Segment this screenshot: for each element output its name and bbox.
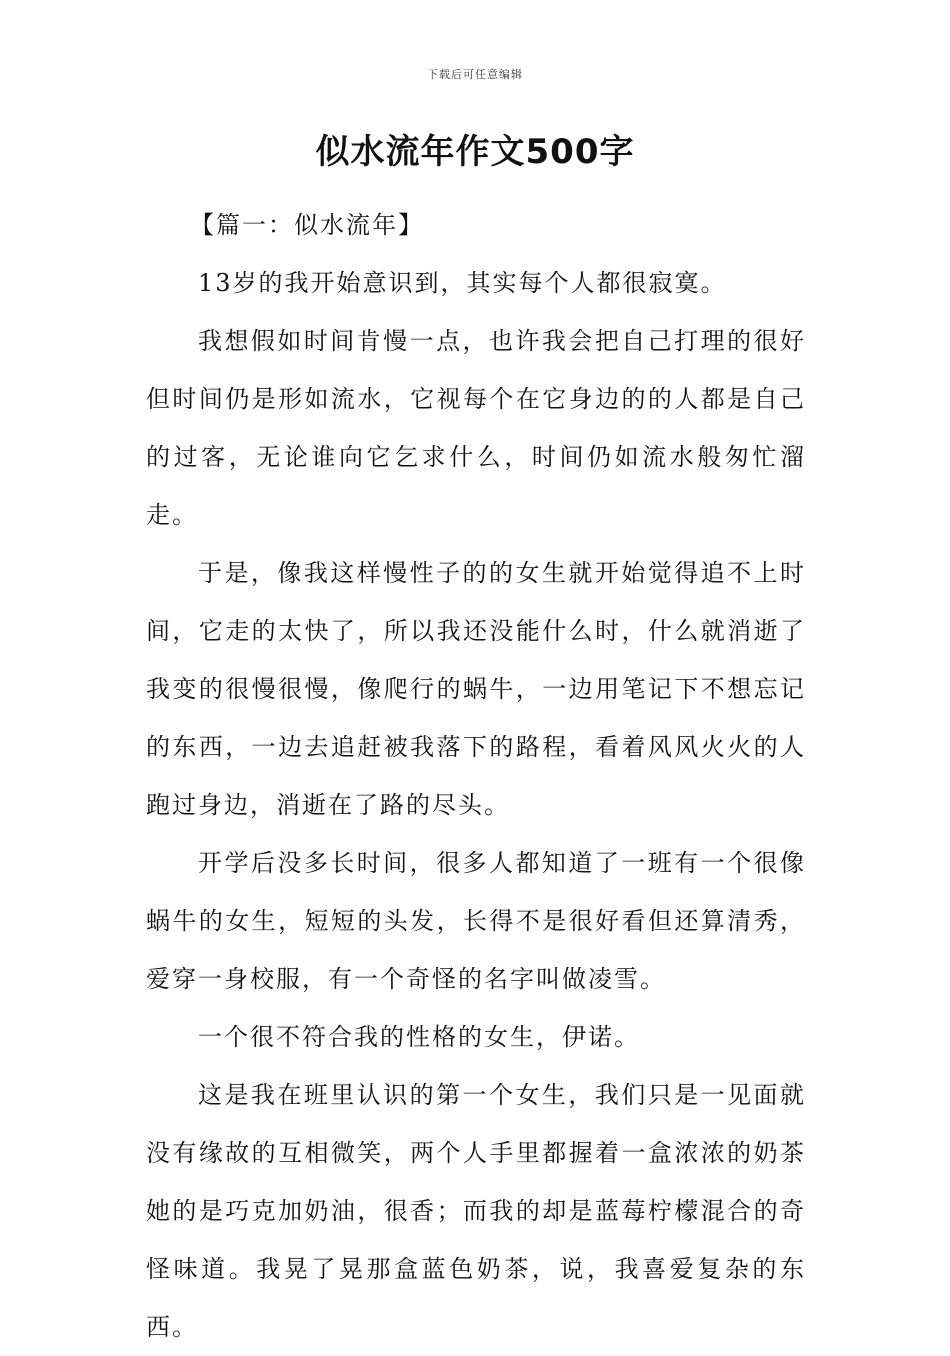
paragraph-4: 开学后没多长时间，很多人都知道了一班有一个很像蜗牛的女生，短短的头发，长得不是很好看但还算清秀，爱穿一身校服，有一个奇怪的名字叫做凌雪。 (146, 849, 806, 993)
page-title: 似水流年作文500字 (315, 132, 635, 172)
paragraph-5: 一个很不符合我的性格的女生，伊诺。 (198, 1023, 640, 1051)
header-note: 下载后可任意编辑 (427, 68, 523, 81)
paragraph-3: 于是，像我这样慢性子的的女生就开始觉得追不上时间，它走的太快了，所以我还没能什么时，什么就消逝了我变的很慢很慢，像爬行的蜗牛，一边用笔记下不想忘记的东西，一边去追赶被我落下的路程，看着风风火火的人跑过身边，消逝在了路的尽头。 (146, 559, 806, 819)
section-heading: 【篇一：似水流年】 (190, 211, 424, 239)
article-body (146, 196, 806, 1356)
paragraph-6: 这是我在班里认识的第一个女生，我们只是一见面就没有缘故的互相微笑，两个人手里都握着一盒浓浓的奶茶她的是巧克加奶油，很香；而我的却是蓝莓柠檬混合的奇怪味道。我晃了晃那盒蓝色奶茶，说，我喜爱复杂的东西。 (146, 1081, 806, 1341)
paragraph-2: 我想假如时间肯慢一点，也许我会把自己打理的很好但时间仍是形如流水，它视每个在它身边的的人都是自己的过客，无论谁向它乞求什么，时间仍如流水般匆忙溜走。 (146, 327, 806, 529)
paragraph-1: 13岁的我开始意识到，其实每个人都很寂寞。 (198, 269, 727, 297)
